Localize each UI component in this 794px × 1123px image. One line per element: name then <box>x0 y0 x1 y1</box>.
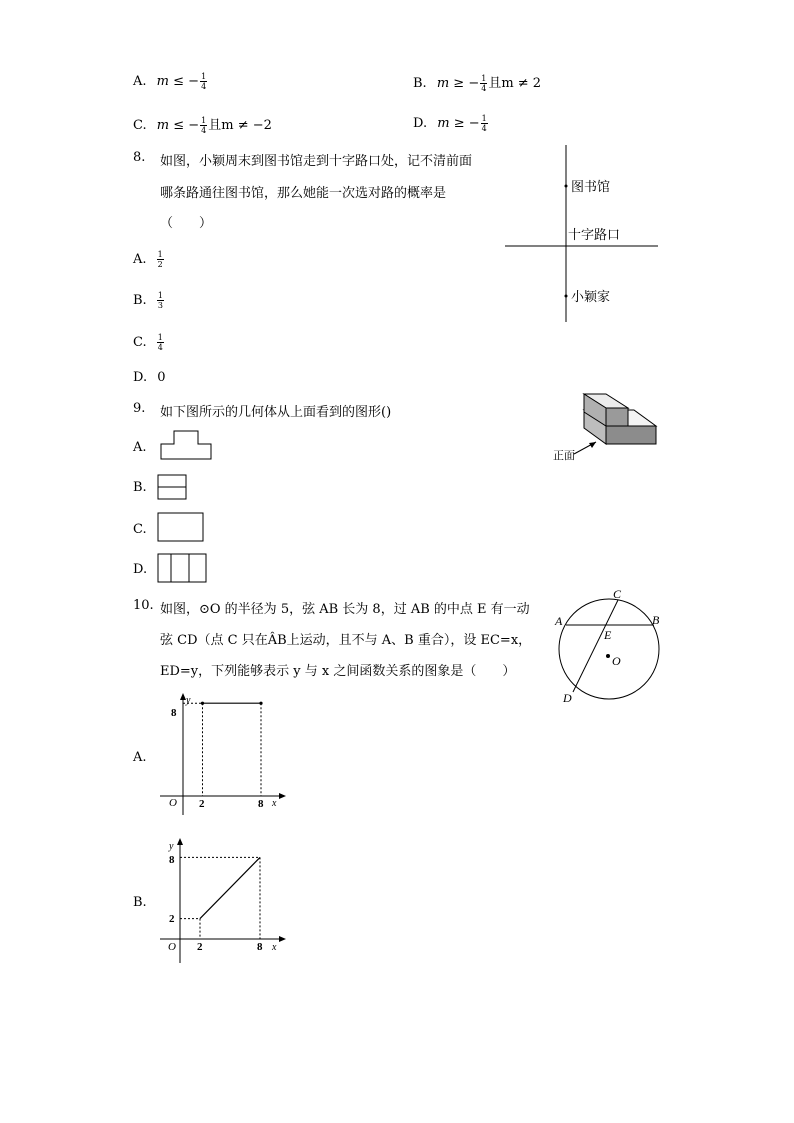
q7-a-fraction: $\frac{1}{4}$ <box>201 72 207 91</box>
q7-option-d <box>413 114 489 133</box>
q8-stem-line2: 哪条路通往图书馆，那么她能一次选对路的概率是 <box>160 186 447 201</box>
q8-stem-line3: （ ） <box>160 216 213 231</box>
q9-option-b <box>133 480 147 495</box>
q9-stem: 如下图所示的几何体从上面看到的图形() <box>160 405 392 420</box>
q10-stem-line3: ED=y，下列能够表示 y 与 x 之间函数关系的图象是（ ） <box>160 664 516 679</box>
home-dot <box>565 295 568 298</box>
y-tick-8: 8 <box>171 707 177 719</box>
q7-option-c <box>133 114 272 135</box>
origin-label: O <box>169 797 177 809</box>
q10-option-a <box>133 750 147 765</box>
x-tick-8: 8 <box>258 798 264 810</box>
q10-stem-line2: 弦 CD（点 C 只在ÂB上运动，且不与 A、B 重合），设 EC=x， <box>160 633 532 648</box>
y-axis-label: y <box>186 695 191 706</box>
label-e: E <box>604 628 612 642</box>
q7-b-fraction: $\frac{1}{4}$ <box>481 74 487 93</box>
function-segment <box>200 857 260 918</box>
label-b: B <box>652 613 660 627</box>
q9-c-label: C. <box>133 522 147 537</box>
q7-a-label: A. <box>133 74 147 89</box>
q9-option-d-shape <box>157 553 209 585</box>
x-tick-2: 2 <box>197 941 203 953</box>
y-tick-2: 2 <box>169 913 175 925</box>
x-axis-label: x <box>272 942 277 953</box>
y-tick-8: 8 <box>169 854 175 866</box>
q9-b-label: B. <box>133 480 147 495</box>
q7-b-expr: m ≥ − <box>436 76 480 91</box>
q9-a-label: A. <box>133 440 147 455</box>
q9-option-a-shape <box>160 430 214 462</box>
q7-a-expr: m ≤ − <box>156 74 200 89</box>
q8-option-b <box>133 291 165 310</box>
q7-option-a <box>133 72 208 91</box>
circle-o <box>559 599 659 699</box>
q10-a-label: A. <box>133 750 147 765</box>
q8-a-fraction: $\frac{1}{2}$ <box>157 250 163 269</box>
q10-b-label: B. <box>133 895 147 910</box>
q10-number: 10. <box>133 598 154 613</box>
q8-b-label: B. <box>133 293 147 308</box>
q7-c-fraction: $\frac{1}{4}$ <box>201 116 207 135</box>
q9-number: 9. <box>133 401 146 416</box>
q7-c-label: C. <box>133 118 147 133</box>
origin-label: O <box>168 941 176 953</box>
y-axis-label: y <box>169 841 174 852</box>
label-a: A <box>555 614 563 628</box>
x-axis-arrow <box>279 793 286 799</box>
endpoint-1 <box>259 702 262 705</box>
q7-c-cond: 且m ≠ −2 <box>208 118 272 133</box>
q7-b-label: B. <box>413 76 427 91</box>
q8-number: 8. <box>133 150 146 165</box>
chord-cd <box>573 600 618 692</box>
q9-d-label: D. <box>133 562 148 577</box>
home-label: 小颖家 <box>571 289 611 304</box>
endpoint-0 <box>201 702 204 705</box>
front-label: 正面 <box>553 450 575 462</box>
q8-d-label: D. <box>133 370 148 385</box>
center-o-dot <box>606 654 610 658</box>
q7-d-expr: m ≥ − <box>437 116 480 131</box>
q7-d-fraction: $\frac{1}{4}$ <box>481 114 487 133</box>
x-axis-label: x <box>272 798 277 809</box>
library-label: 图书馆 <box>571 179 611 194</box>
q7-option-b <box>413 72 541 93</box>
q10-option-b <box>133 895 147 910</box>
q10-stem-line1: 如图，⊙O 的半径为 5，弦 AB 长为 8，过 AB 的中点 E 有一动 <box>160 602 530 617</box>
q9-option-d <box>133 562 147 577</box>
q8-c-label: C. <box>133 335 147 350</box>
x-tick-8: 8 <box>257 941 263 953</box>
label-o: O <box>612 654 621 668</box>
q9-option-b-shape <box>157 474 189 502</box>
crossroad-label: 十字路口 <box>568 227 621 242</box>
q8-d-value: 0 <box>157 370 166 385</box>
q7-d-label: D. <box>413 116 428 131</box>
x-tick-2: 2 <box>199 798 205 810</box>
q10-circle-figure <box>550 584 665 709</box>
q9-option-a <box>133 440 147 455</box>
q9-option-c <box>133 522 147 537</box>
label-d: D <box>563 691 572 705</box>
q7-c-expr: m ≤ − <box>156 118 200 133</box>
q8-option-d <box>133 370 166 385</box>
q7-b-cond: 且m ≠ 2 <box>488 76 542 91</box>
library-dot <box>565 185 568 188</box>
q8-stem-line1: 如图，小颖周末到图书馆走到十字路口处，记不清前面 <box>160 154 473 169</box>
q8-c-fraction: $\frac{1}{4}$ <box>157 333 163 352</box>
x-axis-arrow <box>279 936 286 942</box>
label-c: C <box>613 587 622 601</box>
q8-b-fraction: $\frac{1}{3}$ <box>157 291 163 310</box>
q10-option-a-graph <box>155 690 290 820</box>
q8-crossroad-figure <box>500 140 665 330</box>
q8-a-label: A. <box>133 252 147 267</box>
q8-option-c <box>133 333 165 352</box>
q9-option-c-shape <box>157 512 205 544</box>
y-axis-arrow <box>177 838 183 845</box>
q9-solid-figure <box>548 388 663 466</box>
q8-option-a <box>133 250 165 269</box>
q10-option-b-graph <box>155 835 290 970</box>
